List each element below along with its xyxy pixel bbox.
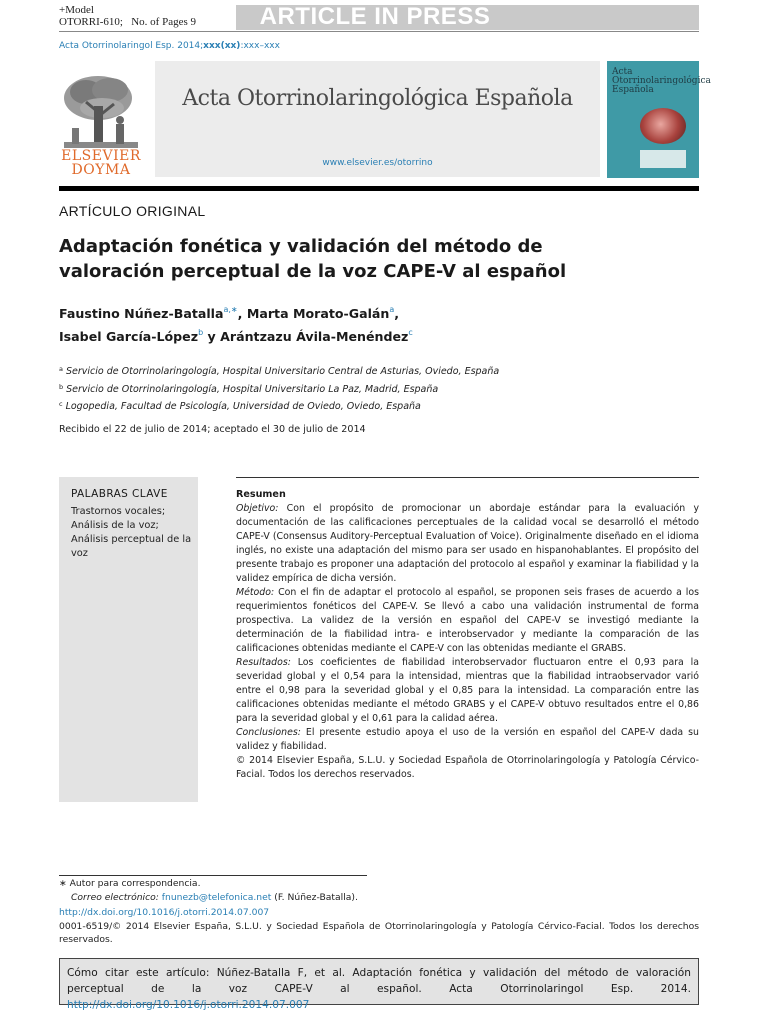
keyword-item: Análisis perceptual de la voz	[71, 534, 192, 559]
affiliation-text: Logopedia, Facultad de Psicología, Universidad de Oviedo, Oviedo, España	[65, 401, 421, 412]
citation-text	[67, 965, 691, 1013]
abstract-copyright: © 2014 Elsevier España, S.L.U. y Sociedad Española de Otorrinolaringología y Patología Cérvico-Facial. Todos los derechos reservados.	[236, 755, 699, 780]
elsevier-tree-logo	[58, 72, 144, 152]
conclusiones-text: El presente estudio apoya el uso de la versión en español del CAPE-V dada su validez y fiabilidad.	[236, 727, 699, 752]
email-owner: (F. Núñez-Batalla).	[271, 891, 358, 903]
article-in-press-label: ARTICLE IN PRESS	[259, 3, 491, 30]
cover-caption-block	[640, 150, 686, 168]
citation-body: Cómo citar este artículo: Núñez-Batalla F, et al. Adaptación fonética y validación del método de valoración perceptual de la voz CAPE-V al español. Acta Otorrinolaringol Esp. 2014.	[67, 967, 691, 995]
abstract-objetivo	[236, 502, 699, 586]
abstract-conclusiones	[236, 726, 699, 754]
cover-image-icon	[640, 108, 686, 144]
abstract-divider	[236, 477, 699, 478]
abstract-heading: Resumen	[236, 489, 286, 500]
abstract-metodo	[236, 586, 699, 656]
footnote	[59, 877, 699, 904]
journal-reference[interactable]	[59, 41, 280, 51]
publisher-imprint: DOYMA	[71, 162, 131, 178]
masthead-divider	[59, 186, 699, 191]
affiliation-item	[59, 362, 499, 380]
publisher-logo	[58, 149, 144, 177]
email-label: Correo electrónico:	[71, 891, 159, 903]
corresponding-author-note: Autor para correspondencia.	[69, 878, 201, 889]
received-dates: Recibido el 22 de julio de 2014; aceptado el 30 de julio de 2014	[59, 424, 366, 435]
resultados-text: Los coeficientes de fiabilidad interobservador fluctuaron entre el 0,93 para la severidad global y el 0,54 para la intensidad, mientras que la fiabilidad intraobservador varió entre el 0,98 para la severidad global y el 0,85 para la intensidad. La comparación entre las calificaciones obtenidas mediante el método GRABS y el CAPE-V obtuvo resultados entre el 0,86 para la severidad global y el 0,61 para la calidad aérea.	[236, 657, 699, 724]
affiliation-list	[59, 362, 499, 415]
keyword-item: Análisis de la voz;	[71, 520, 159, 531]
affiliation-mark: a	[59, 365, 63, 373]
manuscript-id: OTORRI-610; No. of Pages 9	[59, 16, 196, 28]
author-name[interactable]: Faustino Núñez-Batalla	[59, 306, 224, 321]
objetivo-text: Con el propósito de promocionar un abordaje estándar para la evaluación y documentación de las calificaciones perceptuales de la calidad vocal se desarrolló el método CAPE-V (Consensus Auditory-Perceptual Evaluation of Voice). Originalmente diseñado en el idioma inglés, no existe una adaptación del mismo para ser usado en hispanohablantes. El propósito del presente trabajo es proponer una adaptación del protocolo al español y examinar la fiabilidad y la validez empírica de dicha versión.	[236, 503, 699, 584]
objetivo-label: Objetivo:	[236, 503, 279, 514]
footnote-mark: ∗	[59, 878, 67, 889]
footnote-divider	[59, 875, 367, 876]
affiliation-text: Servicio de Otorrinolaringología, Hospital Universitario Central de Asturias, Oviedo, España	[65, 366, 500, 377]
citation-doi-link[interactable]: http://dx.doi.org/10.1016/j.otorri.2014.07.007	[67, 999, 310, 1011]
affiliation-mark: c	[59, 400, 63, 408]
publisher-name: ELSEVIER	[61, 148, 141, 164]
author-name[interactable]: Marta Morato-Galán	[246, 306, 390, 321]
keyword-item: Trastornos vocales;	[71, 506, 166, 517]
metodo-label: Método:	[236, 587, 275, 598]
keywords-list	[71, 505, 193, 561]
journal-url-link[interactable]: www.elsevier.es/otorrino	[322, 158, 433, 168]
abstract-resultados	[236, 656, 699, 726]
author-separator: y	[203, 329, 221, 344]
author-affiliation-mark[interactable]: c	[408, 328, 413, 337]
author-affiliation-mark[interactable]: b	[198, 328, 204, 337]
article-title: Adaptación fonética y validación del método de valoración perceptual de la voz CAPE-V al español	[59, 236, 567, 282]
author-affiliation-mark[interactable]: a	[389, 305, 395, 314]
journal-ref-prefix: Acta Otorrinolaringol Esp. 2014;	[59, 41, 204, 51]
journal-name: Acta Otorrinolaringológica Española	[182, 86, 573, 111]
cover-title: Acta Otorrinolaringológica Española	[612, 67, 711, 95]
model-label: +Model	[59, 4, 94, 16]
abstract	[236, 488, 699, 782]
author-affiliation-mark[interactable]: a,∗	[223, 305, 238, 314]
issn-copyright: 0001-6519/© 2014 Elsevier España, S.L.U. y Sociedad Española de Otorrinolaringología y Patología Cérvico-Facial. Todos los derechos reservados.	[59, 921, 699, 945]
affiliation-mark: b	[59, 382, 64, 391]
metodo-text: Con el fin de adaptar el protocolo al español, se proponen seis frases de acuerdo a los requerimientos fonéticos del CAPE-V. Se llevó a cabo una validación instrumental de forma prospectiva. La validez de la versión en español del CAPE-V se investigó mediante la determinación de la fiabilidad intra- e interobservador y mediante la comparación de las calificaciones obtenidas mediante el CAPE-V con las obtenidas mediante el GRABS.	[236, 587, 699, 654]
journal-ref-pages: :xxx–xxx	[240, 41, 280, 51]
affiliation-item	[59, 380, 499, 398]
keywords-title: PALABRAS CLAVE	[71, 488, 168, 500]
author-separator: ,	[394, 306, 400, 321]
author-name[interactable]: Isabel García-López	[59, 329, 199, 344]
email-link[interactable]: fnunezb@telefonica.net	[161, 891, 272, 903]
author-separator: ,	[237, 306, 247, 321]
header-divider	[59, 31, 699, 32]
conclusiones-label: Conclusiones:	[236, 727, 301, 738]
doi-link[interactable]: http://dx.doi.org/10.1016/j.otorri.2014.07.007	[59, 907, 270, 918]
journal-ref-volume: xxx(xx)	[203, 41, 241, 51]
author-name[interactable]: Arántzazu Ávila-Menéndez	[220, 329, 409, 344]
affiliation-text: Servicio de Otorrinolaringología, Hospital Universitario La Paz, Madrid, España	[66, 383, 439, 395]
model-info	[59, 4, 196, 28]
resultados-label: Resultados:	[236, 657, 291, 668]
article-section: ARTÍCULO ORIGINAL	[59, 203, 206, 219]
author-list	[59, 300, 699, 346]
affiliation-item	[59, 397, 499, 415]
